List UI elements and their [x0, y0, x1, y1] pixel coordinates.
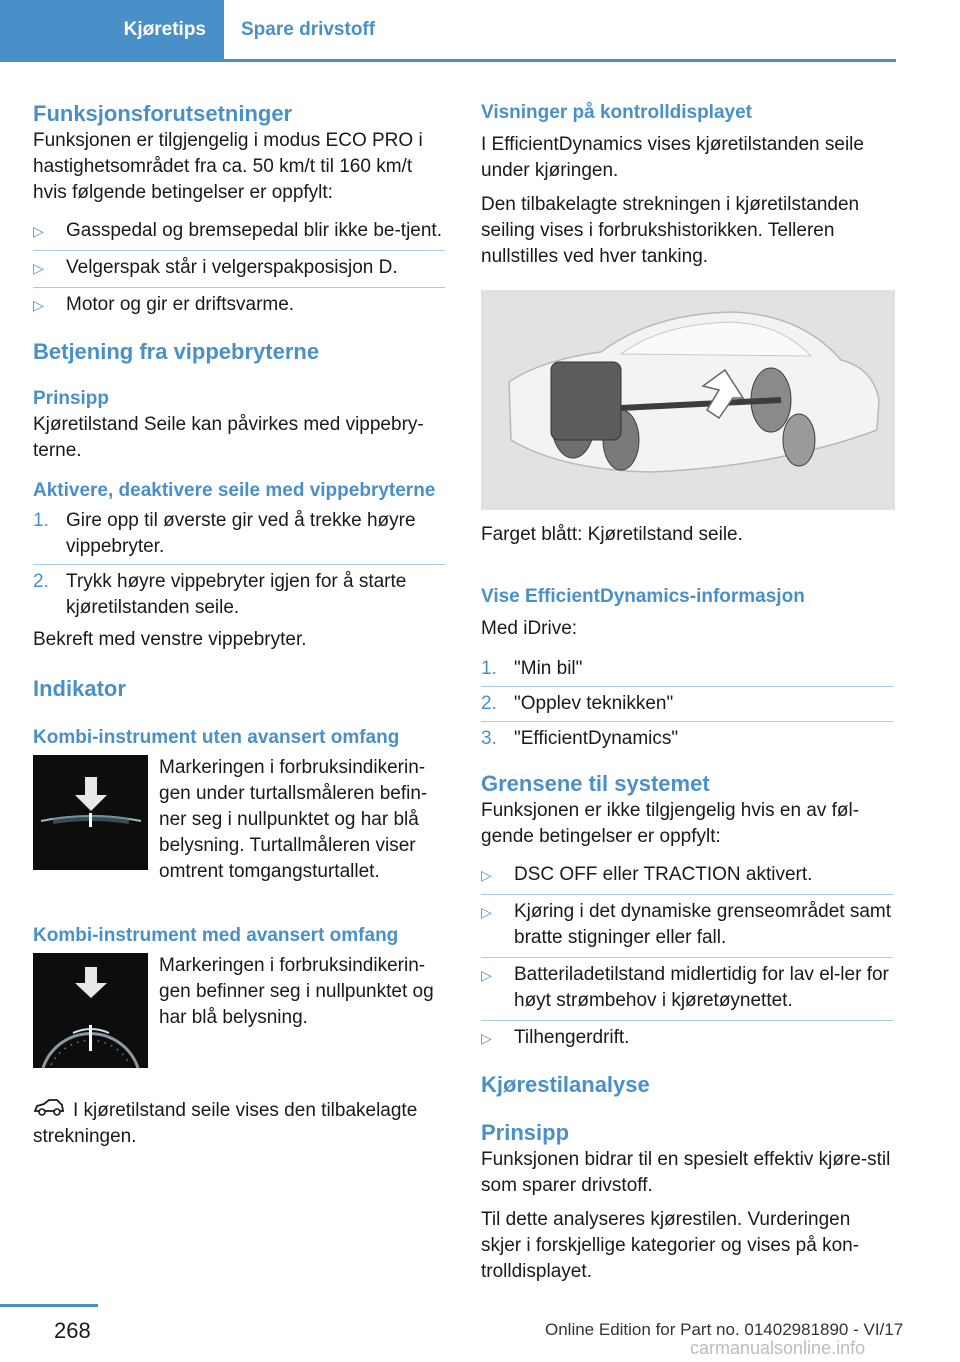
list-item [33, 251, 445, 288]
tab-label: Kjøretips [123, 18, 206, 40]
list-item [481, 687, 893, 722]
paragraph: Markeringen i forbruksindikerin‐gen under turtallsmåleren befin‐ner seg i nullpunktet og har blå belysning. Turtallmåleren viser omtrent tomgangsturtallet. [159, 757, 428, 882]
list-item [33, 288, 445, 324]
image-caption: Farget blått: Kjøretilstand seile. [481, 524, 743, 545]
section-title: Grensene til systemet [481, 771, 710, 796]
instrument-cluster-basic-image [33, 755, 148, 870]
numbered-list [481, 652, 893, 756]
list-item-text: "Min bil" [514, 658, 583, 679]
section-title: Betjening fra vippebryterne [33, 339, 320, 364]
bullet-list [33, 214, 445, 324]
list-item-text: Gire opp til øverste gir ved å trekke høyre vippebryter. [66, 510, 416, 557]
numbered-list [33, 504, 445, 625]
bullet-icon: ▷ [481, 967, 492, 983]
list-item-text: Trykk høyre vippebryter igjen for å starte kjøretilstanden seile. [66, 571, 407, 618]
paragraph: I EfficientDynamics vises kjøretilstanden seile under kjøringen. [481, 134, 864, 181]
paragraph: Til dette analyseres kjørestilen. Vurderingen skjer i forskjellige kategorier og vises på kon‐trolldisplayet. [481, 1209, 860, 1282]
list-item-text: Kjøring i det dynamiske grenseområdet samt bratte stigninger eller fall. [514, 901, 891, 948]
sailing-car-icon [33, 1098, 65, 1124]
list-item-text: "Opplev teknikken" [514, 693, 674, 714]
bullet-icon: ▷ [481, 867, 492, 883]
paragraph: Funksjonen er tilgjengelig i modus ECO PRO i hastighetsområdet fra ca. 50 km/t til 160 km/t hvis følgende betingelser er oppfylt: [33, 130, 423, 203]
list-item-text: Motor og gir er driftsvarme. [66, 294, 295, 315]
bullet-icon: ▷ [33, 260, 44, 276]
instrument-cluster-advanced-image [33, 953, 148, 1068]
paragraph: Bekreft med venstre vippebryter. [33, 629, 307, 650]
subsection-title: Prinsipp [481, 1120, 570, 1145]
list-item [481, 858, 893, 895]
section-title: Kjørestilanalyse [481, 1072, 650, 1097]
list-item [481, 652, 893, 687]
page-number: 268 [54, 1318, 91, 1343]
list-item [481, 1021, 893, 1057]
header-bar [0, 0, 896, 62]
list-item-text: Gasspedal og bremsepedal blir ikke be‐tjent. [66, 220, 442, 241]
subsection-title: Vise EfficientDynamics-informasjon [481, 586, 805, 607]
subsection-title: Visninger på kontrolldisplayet [481, 102, 752, 123]
list-item [481, 895, 893, 958]
paragraph: Kjøretilstand Seile kan påvirkes med vippebry‐terne. [33, 414, 424, 461]
list-item [481, 722, 893, 756]
tab-kjoretips[interactable] [0, 0, 224, 59]
bullet-list [481, 858, 893, 1057]
bullet-icon: ▷ [33, 297, 44, 313]
footer-rule [0, 1304, 98, 1307]
list-item-text: Tilhengerdrift. [514, 1027, 630, 1048]
subsection-title: Prinsipp [33, 388, 110, 409]
figure-row [33, 953, 445, 1068]
gauge-icon [33, 953, 148, 1068]
paragraph-text: I kjøretilstand seile vises den tilbakelagte strekningen. [33, 1100, 418, 1148]
subsection-title: Kombi-instrument uten avansert omfang [33, 727, 400, 748]
paragraph: Den tilbakelagte strekningen i kjøretilstanden seiling vises i forbrukshistorikken. Telleren nullstilles ved hver tanking. [481, 194, 860, 267]
list-number: 2. [33, 571, 49, 592]
tab-spare-drivstoff[interactable] [224, 0, 375, 59]
list-item [33, 214, 445, 251]
list-number: 1. [33, 510, 49, 531]
right-column [481, 100, 893, 1285]
section-title: Indikator [33, 676, 126, 701]
list-item-text: DSC OFF eller TRACTION aktivert. [514, 864, 813, 885]
list-item-text: Velgerspak står i velgerspakposisjon D. [66, 257, 398, 278]
subsection-title: Aktivere, deaktivere seile med vippebryterne [33, 480, 436, 501]
bullet-icon: ▷ [481, 1030, 492, 1046]
tab-label: Spare drivstoff [241, 18, 376, 40]
figure-row [33, 755, 445, 885]
subsection-title: Kombi-instrument med avansert omfang [33, 925, 399, 946]
list-number: 1. [481, 658, 497, 679]
list-number: 3. [481, 728, 497, 749]
bullet-icon: ▷ [33, 223, 44, 239]
list-item [33, 504, 445, 565]
left-column [33, 100, 445, 1150]
section-title: Funksjonsforutsetninger [33, 101, 293, 126]
list-item [481, 958, 893, 1021]
paragraph: Funksjonen bidrar til en spesielt effektiv kjøre‐stil som sparer drivstoff. [481, 1149, 891, 1196]
list-item-text: Batteriladetilstand midlertidig for lav el‐ler for høyt strømbehov i kjøretøynettet. [514, 964, 889, 1011]
arrow-down-icon [33, 755, 148, 870]
car-drivetrain-icon [481, 290, 895, 510]
edition-note: Online Edition for Part no. 01402981890 - VI/17 [545, 1320, 904, 1339]
paragraph: Med iDrive: [481, 618, 578, 639]
paragraph: Funksjonen er ikke tilgjengelig hvis en av føl‐gende betingelser er oppfylt: [481, 800, 860, 847]
car-illustration [481, 290, 895, 510]
paragraph [33, 1098, 445, 1150]
watermark: carmanualsonline.info [690, 1338, 866, 1358]
paragraph: Markeringen i forbruksindikerin‐gen befinner seg i nullpunktet og har blå belysning. [159, 955, 434, 1028]
list-number: 2. [481, 693, 497, 714]
list-item-text: "EfficientDynamics" [514, 728, 679, 749]
bullet-icon: ▷ [481, 904, 492, 920]
list-item [33, 565, 445, 625]
